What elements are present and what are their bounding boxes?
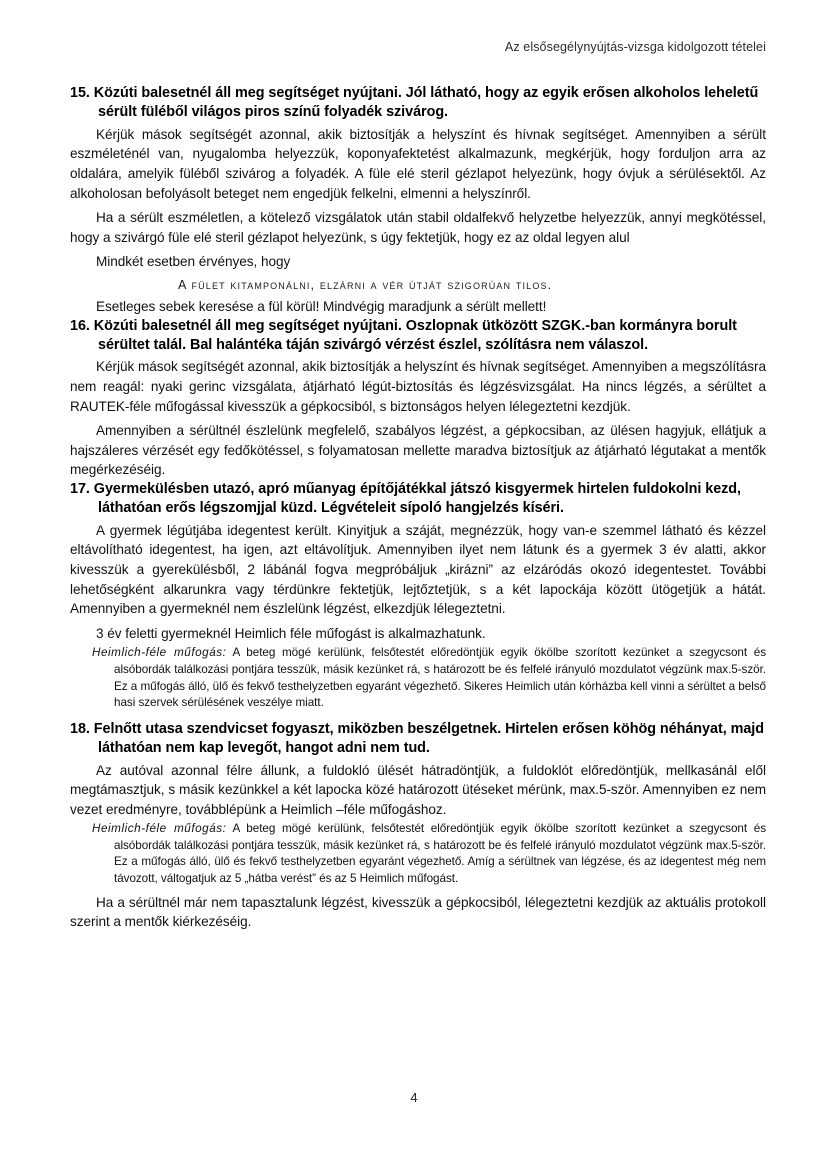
heimlich-note-term-17: Heimlich-féle műfogás: (92, 646, 227, 660)
question-block-15 (70, 84, 766, 317)
question-heading-17: 17. Gyermekülésben utazó, apró műanyag építőjátékkal játszó kisgyermek hirtelen fuldokolni kezd, láthatóan erős légszomjjal küzd. Légvételeit sípoló hangjelzés kíséri. (70, 480, 741, 517)
question-15-paragraph-4: Esetleges sebek keresése a fül körül! Mindvégig maradjunk a sérült mellett! (96, 298, 547, 314)
question-heading-18: 18. Felnőtt utasa szendvicset fogyaszt, miközben beszélgetnek. Hirtelen erősen köhög néhányat, majd láthatóan nem kap levegőt, hangot adni nem tud. (70, 720, 764, 757)
question-16-paragraph-1: Kérjük mások segítségét azonnal, akik biztosítják a helyszínt és hívnak segítséget. Amennyiben a megszólításra nem reagál: nyaki gerinc vizsgálata, átjárható légút-biztosítás és légzésvizsgálat. Ha nincs légzés, a sérültet a RAUTEK-féle műfogással kivesszük a gépkocsiból, s biztonságos helyen lélegeztetni kezdjük. (70, 359, 767, 414)
question-17-paragraph-2: 3 év feletti gyermeknél Heimlich féle műfogást is alkalmazhatunk. (96, 625, 486, 641)
question-18-paragraph-1: Az autóval azonnal félre állunk, a fuldokló ülését hátradöntjük, a fuldoklót előredöntjük, mellkasánál elől megtámasztjuk, s másik kezünkkel a két lapocka közé határozott ütéseket mérünk, max.5-ször. Amennyiben ez nem vezet eredményre, továbblépünk a Heimlich –féle műfogáshoz. (70, 762, 766, 817)
question-16-paragraph-2: Amennyiben a sérültnél észlelünk megfelelő, szabályos légzést, a gépkocsiban, az ülésen hagyjuk, ellátjuk a hajszáleres vérzését egy fedőkötéssel, s folyamatosan mellette maradva biztosítjuk az átjárható légutakat a mentők megérkezéséig. (70, 423, 766, 478)
question-15-paragraph-3: Mindkét esetben érvényes, hogy (96, 254, 291, 270)
warning-statement-15: A fület kitamponálni, elzárni a vér útját szigorúan tilos. (178, 277, 553, 292)
page-number-text: 4 (410, 1090, 418, 1105)
heimlich-note-17 (70, 645, 766, 711)
heimlich-note-body-17: A beteg mögé kerülünk, felsőtestét előredöntjük egyik ökölbe szorított kezünket a szegycsont és alsóbordák találkozási pontjára tesszük, másik kezünket rá, s határozott be és felfelé irányuló mozdulatot végzünk max.5-ször. Ez a műfogás álló, ülő és fekvő testhelyzetben egyaránt végezhető. Sikeres Heimlich után kórházba kell vinni a sérültet a belső hasi szervek sérülésének veszélye miatt. (114, 646, 767, 710)
question-block-18 (70, 720, 766, 932)
heimlich-note-body-18: A beteg mögé kerülünk, felsőtestét előredöntjük egyik ökölbe szorított kezünket a szegycsont és alsóbordák találkozási pontjára tesszük, másik kezünket rá, s határozott be és felfelé irányuló mozdulatot végzünk max.5-ször. Ez a műfogás álló, ülő és fekvő testhelyzetben egyaránt végezhető. Amíg a sérültnek van légzése, és az idegentest még nem távozott, váltogatjuk az 5 „hátba verést” és az 5 Heimlich műfogást. (114, 822, 767, 886)
question-15-paragraph-2: Ha a sérült eszméletlen, a kötelező vizsgálatok után stabil oldalfekvő helyzetbe helyezzük, annyi megkötéssel, hogy a szivárgó füle elé steril gézlapot helyezünk, s úgy fektetjük, hogy ez az oldal legyen alul (70, 210, 766, 245)
question-block-16 (70, 317, 766, 480)
question-block-17 (70, 480, 766, 712)
question-heading-16: 16. Közúti balesetnél áll meg segítséget nyújtani. Oszlopnak ütközött SZGK.-ban kormányra borult sérültet talál. Bal halántéka táján szivárgó vérzést észlel, szólításra nem válaszol. (70, 317, 737, 353)
running-header-text: Az elsősegélynyújtás-vizsga kidolgozott tételei (504, 40, 766, 54)
question-18-paragraph-2: Ha a sérültnél már nem tapasztalunk légzést, kivesszük a gépkocsiból, lélegeztetni kezdjük az aktuális protokoll szerint a mentők kiérkezéséig. (70, 894, 766, 930)
question-17-paragraph-1: A gyermek légútjába idegentest került. Kinyitjuk a száját, megnézzük, hogy van-e szemmel látható és kézzel eltávolítható idegentest, ha igen, azt eltávolítjuk. Amennyiben ilyet nem látunk és a gyermek 3 év alatti, akkor kivesszük a gyerekülésből, 2 lábánál fogva megpróbáljuk „kirázni” az elzáródás okozó idegentestet. További lehetőségként alkarunkra vagy térdünkre fektetjük, lejtőztetjük, s a két lapockája között ütögetjük a hátát. Amennyiben a gyermeknél nem észlelünk légzést, elkezdjük lélegeztetni. (70, 522, 766, 617)
document-body (70, 84, 766, 932)
page-number (0, 1090, 828, 1105)
heimlich-note-18 (70, 821, 766, 887)
question-heading-15: 15. Közúti balesetnél áll meg segítséget nyújtani. Jól látható, hogy az egyik erősen alkoholos leheletű sérült füléből világos piros színű folyadék szivárog. (70, 85, 759, 121)
question-15-paragraph-1: Kérjük mások segítségét azonnal, akik biztosítják a helyszínt és hívnak segítséget. Amennyiben a sérült eszméleténél van, nyugalomba helyezzük, koponyafektetést alkalmazunk, megkérjük, hogy forduljon arra az oldalára, amelyik füléből szivárog a folyadék. A füle elé steril gézlapot helyezünk, hogy óvjuk a sérülésektől. Az alkoholosan befolyásolt beteget nem engedjük felkelni, elmenni a helyszínről. (70, 126, 766, 201)
heimlich-note-term-18: Heimlich-féle műfogás: (92, 822, 227, 836)
running-header (62, 40, 766, 54)
